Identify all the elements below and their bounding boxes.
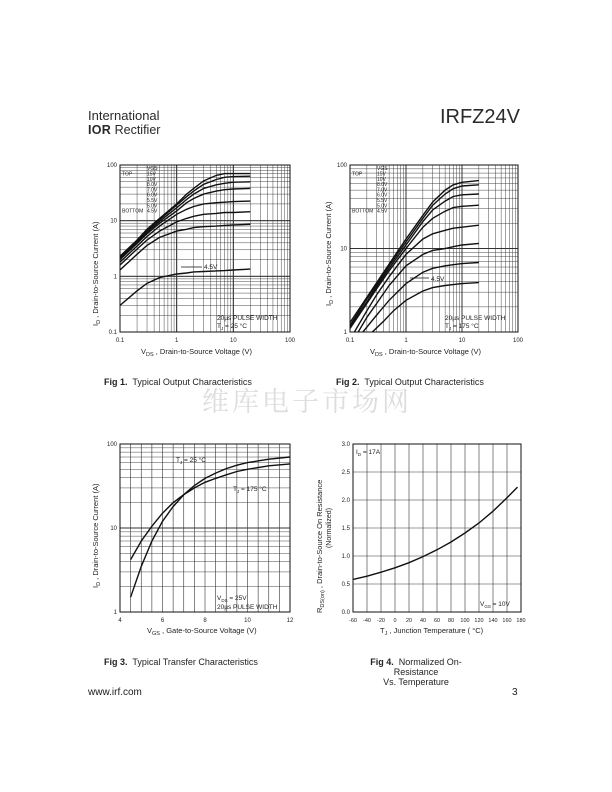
x-tick-label: 8 [203, 618, 207, 624]
x-tick-label: 0.1 [115, 338, 125, 344]
y-tick-label: 2.0 [341, 498, 350, 504]
vds-note: $V_{DS} = 25V$ [217, 595, 247, 603]
y-tick-label: 100 [106, 163, 117, 169]
x-tick-label: 40 [419, 618, 427, 624]
x-tick-label: 20 [405, 618, 413, 624]
x-axis-label: $V_{GS}$ , Gate-to-Source Voltage (V) [147, 626, 257, 637]
y-tick-label: 10 [110, 526, 117, 532]
legend-entry: 8.0V [147, 182, 158, 189]
watermark: 维库电子市场网 [202, 387, 412, 418]
footer-url[interactable]: www.irf.com [88, 687, 142, 698]
company-logo-line1: International [88, 108, 160, 123]
y-tick-label: 10 [110, 218, 117, 225]
curve-label-4-5v: 4.5V [431, 276, 445, 283]
x-tick-label: 4 [118, 618, 122, 624]
legend-entry: 8.0V [377, 182, 388, 189]
ior-logo-mark: IOR [88, 123, 112, 137]
y-axis-label: $I_D$ , Drain-to-Source Current (A) [91, 483, 102, 588]
x-tick-label: 0 [393, 618, 397, 624]
legend-entry: 5.0V [377, 203, 388, 210]
legend-entry: 15V [377, 171, 386, 178]
legend-entry: 4.5V [377, 208, 388, 215]
logo-rectifier: Rectifier [114, 123, 161, 137]
tj-175c-label: $T_J = 175$ °C [233, 486, 267, 494]
tj-25c-label: $T_J = 25$ °C [176, 457, 206, 465]
legend-entry: 7.0V [377, 187, 388, 194]
y-tick-label: 10 [340, 246, 347, 253]
x-tick-label: 160 [502, 618, 512, 624]
y-tick-label: 1.0 [341, 554, 350, 560]
legend-entry: 4.5V [147, 208, 158, 215]
y-tick-label: 1 [113, 274, 117, 281]
y-tick-label: 0.1 [108, 330, 117, 336]
x-axis-label: $T_J$ , Junction Temperature ( °C) [380, 626, 484, 637]
x-tick-label: 10 [229, 338, 237, 344]
y-axis-label-normalized: (Normalized) [326, 507, 333, 549]
pulse-width-note: 20µs PULSE WIDTH [217, 315, 278, 322]
figure1-caption: Fig 1. Typical Output Characteristics [104, 377, 252, 387]
x-tick-label: 0.1 [345, 338, 355, 344]
y-axis-label: $R_{DS(on)}$ , Drain-to-Source On Resistance [315, 479, 326, 613]
figure2-caption: Fig 2. Typical Output Characteristics [336, 377, 484, 387]
legend-entry: 15V [147, 171, 156, 178]
part-number: IRFZ24V [439, 106, 520, 128]
legend-top-label: TOP [352, 171, 363, 178]
x-tick-label: -40 [363, 618, 371, 624]
x-tick-label: 80 [447, 618, 455, 624]
x-tick-label: -20 [377, 618, 385, 624]
x-tick-label: 60 [433, 618, 441, 624]
pulse-width-note: 20µs PULSE WIDTH [217, 604, 278, 611]
legend-entry: 7.0V [147, 187, 158, 194]
x-tick-label: 12 [286, 618, 294, 624]
legend-entry: 6.0V [147, 192, 158, 199]
pulse-width-note: 20µs PULSE WIDTH [445, 315, 506, 322]
x-tick-label: 100 [460, 618, 470, 624]
x-tick-label: 10 [244, 618, 251, 624]
id-condition-label: $I_D = 17A$ [356, 449, 381, 457]
y-tick-label: 1 [343, 330, 347, 336]
x-tick-label: 180 [516, 618, 526, 624]
curve-label-4-5v: 4.5V [204, 264, 218, 271]
figure3-caption: Fig 3. Typical Transfer Characteristics [104, 657, 258, 667]
legend-entry: 10V [147, 176, 156, 183]
x-axis-label: $V_{DS}$ , Drain-to-Source Voltage (V) [370, 347, 482, 358]
x-tick-label: 140 [488, 618, 498, 624]
x-tick-label: -60 [349, 618, 357, 624]
legend-heading: VGS [377, 166, 388, 172]
legend-entry: 6.0V [377, 192, 388, 199]
x-tick-label: 120 [474, 618, 484, 624]
x-axis-label: $V_{DS}$ , Drain-to-Source Voltage (V) [141, 347, 253, 358]
x-tick-label: 100 [284, 338, 296, 344]
x-tick-label: 1 [404, 338, 408, 344]
legend-bottom-label: BOTTOM [122, 208, 144, 215]
x-tick-label: 1 [174, 338, 179, 344]
grid [353, 444, 521, 612]
legend-heading: VGS [147, 166, 158, 172]
page-number: 3 [512, 687, 518, 698]
y-tick-label: 2.5 [341, 470, 350, 476]
y-tick-label: 0.5 [341, 582, 350, 588]
y-axis-label: $I_D$ , Drain-to-Source Current (A) [91, 221, 102, 326]
y-tick-label: 1 [113, 610, 117, 616]
y-tick-label: 1.5 [341, 526, 350, 532]
legend-entry: 5.0V [147, 203, 158, 210]
y-tick-label: 0.0 [341, 610, 350, 616]
legend-bottom-label: BOTTOM [352, 208, 374, 215]
x-tick-label: 10 [458, 338, 466, 344]
legend-top-label: TOP [122, 171, 133, 178]
x-tick-label: 6 [160, 618, 165, 624]
y-axis-label: $I_D$ , Drain-to-Source Current (A) [324, 201, 335, 306]
legend-entry: 10V [377, 176, 386, 183]
tj-note: $T_J = 175$ °C [445, 323, 479, 331]
y-tick-label: 100 [106, 442, 117, 448]
figure4-caption: Fig 4. Normalized On-Resistance Vs. Temperature [370, 657, 462, 687]
tj-note: $T_J = 25$ °C [217, 323, 247, 331]
y-tick-label: 100 [336, 163, 347, 169]
x-tick-label: 100 [512, 338, 524, 344]
vgs-condition-label: $V_{GS} = 10V$ [480, 601, 510, 609]
legend-entry: 5.5V [377, 198, 388, 204]
legend-entry: 5.5V [147, 198, 158, 204]
y-tick-label: 3.0 [341, 442, 350, 448]
